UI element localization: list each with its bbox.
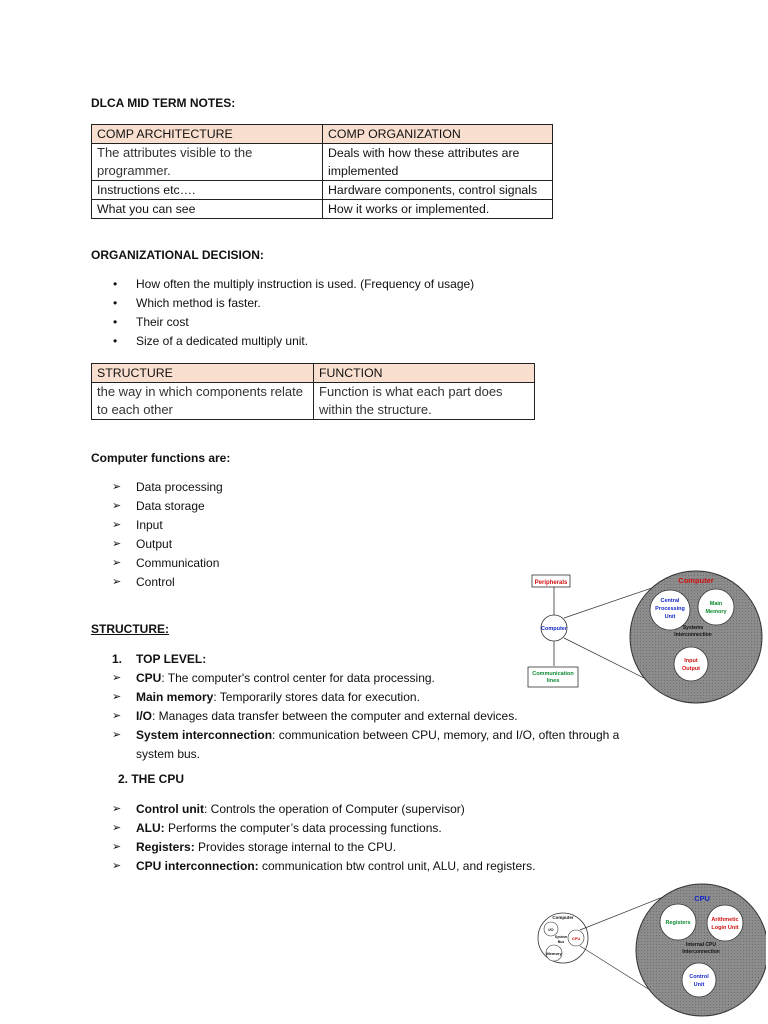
list-item: [91, 332, 474, 351]
org-decision-heading: ORGANIZATIONAL DECISION:: [91, 248, 264, 262]
bullet-icon: •: [113, 277, 118, 291]
cpu-list: [91, 800, 535, 876]
list-item-text: Which method is faster.: [136, 296, 261, 310]
communication-lines-label: Communication: [532, 671, 574, 677]
term: ALU:: [136, 821, 165, 835]
table-header-row: [92, 364, 535, 383]
table-row: [92, 200, 553, 219]
list-number: 1.: [112, 652, 123, 666]
cpu-structure-diagram: [530, 872, 766, 1022]
communication-lines-label: lines: [546, 678, 560, 684]
bullet-icon: •: [113, 334, 118, 348]
term: System interconnection: [136, 728, 273, 742]
arrow-bullet-icon: ➢: [112, 841, 122, 853]
list-item: [91, 535, 223, 554]
arrow-bullet-icon: ➢: [112, 576, 122, 588]
list-item: [91, 554, 223, 573]
alu-label: Login Unit: [711, 925, 739, 931]
table-cell: How it works or implemented.: [323, 200, 553, 219]
description: Provides storage internal to the CPU.: [194, 840, 397, 854]
list-item-text: Size of a dedicated multiply unit.: [136, 334, 309, 348]
structure-heading: STRUCTURE:: [91, 622, 169, 636]
description: : communication between CPU, memory, and I/O, often through a system bus.: [136, 728, 620, 761]
term: Registers:: [136, 840, 195, 854]
arrow-bullet-icon: ➢: [112, 860, 122, 872]
io-node: [674, 647, 708, 681]
table-header-cell: COMP ORGANIZATION: [323, 125, 553, 144]
cpu-node-label: Processing: [655, 606, 685, 612]
cpu-heading: 2. THE CPU: [118, 772, 185, 786]
arrow-bullet-icon: ➢: [112, 538, 122, 550]
list-item: [91, 313, 474, 332]
arrow-bullet-icon: ➢: [112, 557, 122, 569]
table-cell: the way in which components relate to each other: [92, 383, 314, 420]
internal-interconnection-label: Interconnection: [682, 949, 720, 955]
small-memory-label: Memory: [546, 951, 562, 956]
list-item: [91, 478, 223, 497]
list-item-text: Their cost: [136, 315, 189, 329]
table-cell: What you can see: [92, 200, 323, 219]
control-unit-node: [682, 963, 716, 997]
bullet-icon: •: [113, 296, 118, 310]
term: I/O: [136, 709, 153, 723]
main-memory-label: Memory: [705, 609, 727, 615]
list-item: [91, 800, 535, 819]
arrow-bullet-icon: ➢: [112, 729, 122, 741]
small-bus-label: System: [554, 935, 568, 939]
list-item-text: How often the multiply instruction is used. (Frequency of usage): [136, 277, 475, 291]
cpu-node-label: Central: [660, 598, 680, 604]
list-item-text: Output: [136, 537, 173, 551]
control-unit-label: Control: [689, 974, 709, 980]
org-decision-list: [91, 275, 474, 351]
bullet-icon: •: [113, 315, 118, 329]
table-cell: Function is what each part does within the structure.: [314, 383, 535, 420]
description: communication btw control unit, ALU, and registers.: [258, 859, 536, 873]
small-bus-label: Bus: [557, 940, 565, 944]
term: CPU interconnection:: [136, 859, 259, 873]
term: Main memory: [136, 690, 214, 704]
interconnection-label: Systems: [682, 625, 704, 631]
list-item: [91, 838, 535, 857]
list-item: [91, 294, 474, 313]
computer-structure-diagram: [520, 560, 765, 710]
structure-function-table: [91, 363, 535, 420]
computer-zoom-label: Computer: [678, 576, 714, 585]
description: : Temporarily stores data for execution.: [213, 690, 420, 704]
functions-list: [91, 478, 223, 592]
list-item: [91, 516, 223, 535]
description: : Controls the operation of Computer (supervisor): [203, 802, 465, 816]
table-header-cell: COMP ARCHITECTURE: [92, 125, 323, 144]
page-title: DLCA MID TERM NOTES:: [91, 96, 236, 110]
table-cell: Instructions etc….: [92, 181, 323, 200]
functions-heading: Computer functions are:: [91, 451, 231, 465]
list-item-text: Control: [136, 575, 175, 589]
arrow-bullet-icon: ➢: [112, 822, 122, 834]
control-unit-label: Unit: [693, 982, 705, 988]
arrow-bullet-icon: ➢: [112, 500, 122, 512]
term: Control unit: [136, 802, 204, 816]
list-item-text: Input: [136, 518, 163, 532]
list-item: [91, 857, 535, 876]
arrow-bullet-icon: ➢: [112, 803, 122, 815]
registers-label: Registers: [665, 920, 691, 926]
table-header-row: [92, 125, 553, 144]
table-cell: Deals with how these attributes are implemented: [323, 144, 553, 181]
list-item: [91, 819, 535, 838]
arrow-bullet-icon: ➢: [112, 519, 122, 531]
architecture-organization-table: [91, 124, 553, 219]
io-node-label: Output: [681, 666, 701, 672]
table-row: [92, 181, 553, 200]
table-row: [92, 144, 553, 181]
list-item: [91, 497, 223, 516]
list-item-text: Communication: [136, 556, 220, 570]
table-row: [92, 383, 535, 420]
list-item-text: Data storage: [136, 499, 205, 513]
alu-label: Arithmetic: [711, 917, 739, 923]
cpu-node-label: Unit: [664, 614, 676, 620]
internal-interconnection-label: Internal CPU: [685, 942, 717, 948]
arrow-bullet-icon: ➢: [112, 710, 122, 722]
io-node-label: Input: [684, 658, 698, 664]
description: : Manages data transfer between the computer and external devices.: [152, 709, 518, 723]
peripherals-label: Peripherals: [534, 580, 568, 586]
cpu-zoom-label: CPU: [694, 894, 710, 903]
arrow-bullet-icon: ➢: [112, 481, 122, 493]
list-item: [91, 573, 223, 592]
interconnection-label: Interconnection: [674, 632, 712, 638]
main-memory-label: Main: [709, 601, 723, 607]
arrow-bullet-icon: ➢: [112, 691, 122, 703]
arrow-bullet-icon: ➢: [112, 672, 122, 684]
main-memory-node: [698, 589, 734, 625]
small-computer-label: Computer: [552, 915, 574, 920]
communication-lines-box: [528, 667, 578, 687]
list-item: [91, 275, 474, 294]
table-header-cell: STRUCTURE: [92, 364, 314, 383]
small-io-label: I/O: [548, 927, 554, 932]
term: CPU: [136, 671, 162, 685]
table-header-cell: FUNCTION: [314, 364, 535, 383]
computer-node-label: Computer: [541, 626, 567, 632]
list-item-text: Data processing: [136, 480, 223, 494]
small-cpu-label: CPU: [571, 936, 581, 941]
top-level-label: TOP LEVEL:: [136, 652, 207, 666]
table-cell: Hardware components, control signals: [323, 181, 553, 200]
table-cell: The attributes visible to the programmer.: [92, 144, 323, 181]
description: Performs the computer’s data processing functions.: [164, 821, 442, 835]
alu-node: [707, 905, 743, 941]
description: : The computer's control center for data processing.: [161, 671, 435, 685]
list-item: [91, 726, 656, 764]
